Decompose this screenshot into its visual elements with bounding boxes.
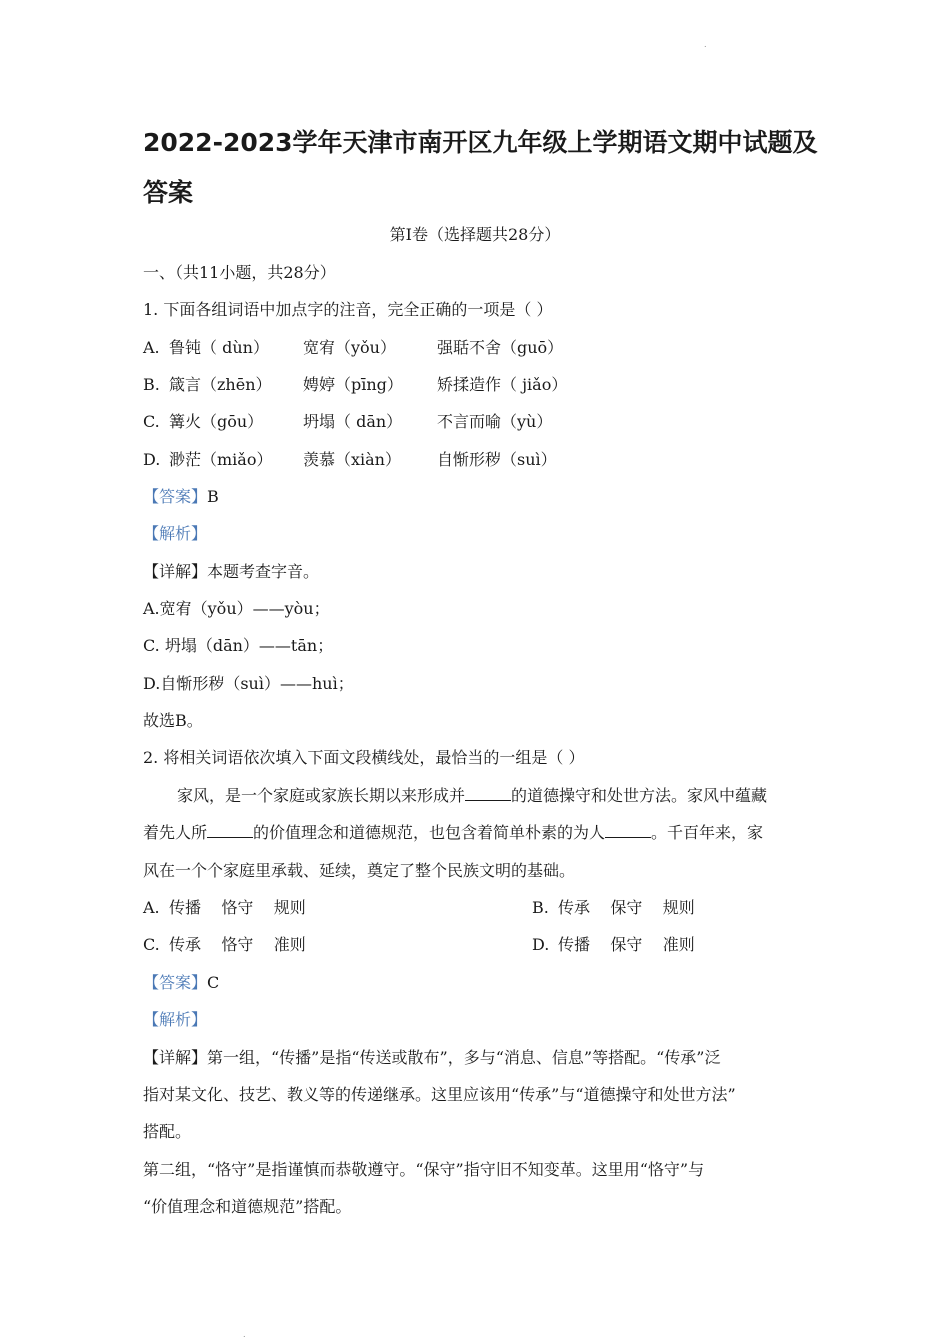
- q2-detail-line: 【详解】第一组，“传播”是指“传送或散布”，多与“消息、信息”等搭配。“传承”泛: [143, 1048, 721, 1067]
- q2-analysis-label: 【解析】: [143, 1010, 208, 1029]
- q1-option-d: D. 渺茫（miǎo） 羡慕（xiàn） 自惭形秽（suì）: [143, 450, 557, 469]
- q1-detail-line: D.自惭形秽（suì）——huì；: [143, 674, 354, 693]
- fill-blank: [207, 825, 253, 838]
- q2-passage-line-3: 风在一个个家庭里承载、延续，奠定了整个民族文明的基础。: [143, 861, 576, 880]
- q1-answer: 【答案】B: [143, 487, 219, 506]
- question-1-stem: 1. 下面各组词语中加点字的注音，完全正确的一项是（ ）: [143, 300, 553, 319]
- q2-option-b: B. 传承 保守 规则: [532, 898, 695, 917]
- q1-option-a: A. 鲁钝（ dùn） 宽宥（yǒu） 强聒不舍（guō）: [143, 338, 564, 357]
- q1-detail-line: A.宽宥（yǒu）——yòu；: [143, 599, 330, 618]
- q1-option-b: B. 箴言（zhēn） 娉婷（pīng） 矫揉造作（ jiǎo）: [143, 375, 568, 394]
- q2-detail-line: 第二组，“恪守”是指谨慎而恭敬遵守。“保守”指守旧不知变革。这里用“恪守”与: [143, 1160, 705, 1179]
- part-heading: 一、（共11小题，共28分）: [143, 263, 336, 282]
- q2-detail-line: 指对某文化、技艺、教义等的传递继承。这里应该用“传承”与“道德操守和处世方法”: [143, 1085, 736, 1104]
- q1-detail-line: 【详解】本题考查字音。: [143, 562, 320, 581]
- q2-option-a: A. 传播 恪守 规则: [143, 898, 306, 917]
- q2-option-d: D. 传播 保守 准则: [532, 935, 695, 954]
- q1-detail-line: 故选B。: [143, 711, 203, 730]
- scan-dot: .: [704, 40, 707, 49]
- fill-blank: [605, 825, 651, 838]
- section-heading: 第Ⅰ卷（选择题共28分）: [389, 225, 561, 244]
- question-2-stem: 2. 将相关词语依次填入下面文段横线处，最恰当的一组是（ ）: [143, 748, 585, 767]
- q1-analysis-label: 【解析】: [143, 524, 208, 543]
- q2-passage-line-2: 着先人所 的价值理念和道德规范，也包含着简单朴素的为人 。千百年来，家: [143, 823, 764, 842]
- fill-blank: [465, 788, 511, 801]
- q2-detail-line: 搭配。: [143, 1122, 192, 1141]
- q2-detail-line: “价值理念和道德规范”搭配。: [143, 1197, 352, 1216]
- q1-detail-line: C. 坍塌（dān）——tān；: [143, 636, 334, 655]
- q2-answer: 【答案】C: [143, 973, 220, 992]
- scan-dot: .: [243, 1330, 246, 1339]
- q2-passage-line-1: 家风，是一个家庭或家族长期以来形成并 的道德操守和处世方法。家风中蕴藏: [177, 786, 768, 805]
- document-title: 2022-2023学年天津市南开区九年级上学期语文期中试题及 答案: [143, 128, 818, 207]
- q2-option-c: C. 传承 恪守 准则: [143, 935, 306, 954]
- q1-option-c: C. 篝火（gōu） 坍塌（ dān） 不言而喻（yù）: [143, 412, 553, 431]
